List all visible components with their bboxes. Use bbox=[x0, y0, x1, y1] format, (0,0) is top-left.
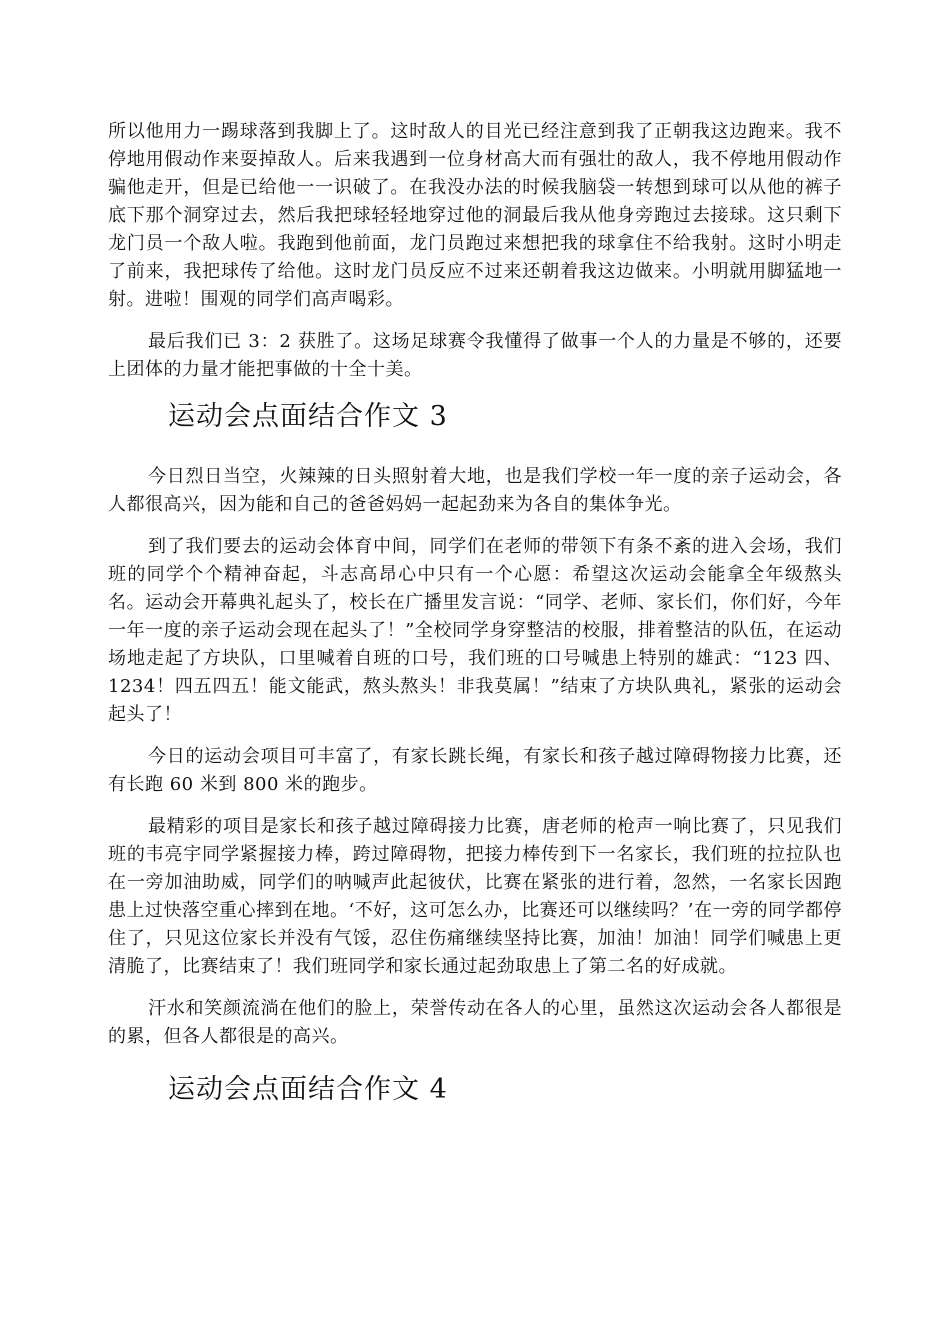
paragraph-football-match: 所以他用力一踢球落到我脚上了。这时敌人的目光已经注意到我了正朝我这边跑来。我不停地用假动作来耍掉敌人。后来我遇到一位身材高大而有强壮的敌人，我不停地用假动作骗他走开，但是已给他一一识破了。在我没办法的时候我脑袋一转想到球可以从他的裤子底下那个洞穿过去，然后我把球轻轻地穿过他的洞最后我从他身旁跑过去接球。这只剩下龙门员一个敌人啦。我跑到他前面，龙门员跑过来想把我的球拿住不给我射。这时小明走了前来，我把球传了给他。这时龙门员反应不过来还朝着我这边做来。小明就用脚猛地一射。进啦！围观的同学们高声喝彩。 bbox=[108, 121, 842, 310]
paragraph-opening-ceremony: 到了我们要去的运动会体育中间，同学们在老师的带领下有条不紊的进入会场，我们班的同学个个精神奋起，斗志高昂心中只有一个心愿：希望这次运动会能拿全年级熬头名。运动会开幕典礼起头了，校长在广播里发言说：“同学、老师、家长们，你们好，今年一年一度的亲子运动会现在起头了！”全校同学身穿整洁的校服，排着整洁的队伍，在运动场地走起了方块队，口里喊着自班的口号，我们班的口号喊患上特别的雄武：“123 四、1234！四五四五！能文能武，熬头熬头！非我莫属！”结束了方块队典礼，紧张的运动会起头了！ bbox=[108, 536, 842, 725]
paragraph-relay-race: 最精彩的项目是家长和孩子越过障碍接力比赛，唐老师的枪声一响比赛了，只见我们班的韦亮宇同学紧握接力棒，跨过障碍物，把接力棒传到下一名家长，我们班的拉拉队也在一旁加油助威，同学们的呐喊声此起彼伏，比赛在紧张的进行着，忽然，一名家长因跑患上过快落空重心摔到在地。‘不好，这可怎么办，比赛还可以继续吗？’在一旁的同学都停住了，只见这位家长并没有气馁，忍住伤痛继续坚持比赛，加油！加油！同学们喊患上更清脆了，比赛结束了！我们班同学和家长通过起劲取患上了第二名的好成就。 bbox=[108, 816, 842, 977]
section-title-3: 运动会点面结合作文 3 bbox=[168, 401, 448, 432]
paragraph-conclusion: 汗水和笑颜流淌在他们的脸上，荣誉传动在各人的心里，虽然这次运动会各人都很是的累，但各人都很是的高兴。 bbox=[108, 998, 842, 1047]
paragraph-events: 今日的运动会项目可丰富了，有家长跳长绳，有家长和孩子越过障碍物接力比赛，还有长跑 60 米到 800 米的跑步。 bbox=[108, 746, 842, 795]
paragraph-sports-day-intro: 今日烈日当空，火辣辣的日头照射着大地，也是我们学校一年一度的亲子运动会，各人都很高兴，因为能和自己的爸爸妈妈一起起劲来为各自的集体争光。 bbox=[108, 466, 842, 515]
section-title-4: 运动会点面结合作文 4 bbox=[168, 1074, 448, 1105]
paragraph-football-result: 最后我们已 3：2 获胜了。这场足球赛令我懂得了做事一个人的力量是不够的，还要上团体的力量才能把事做的十全十美。 bbox=[108, 331, 842, 380]
document-page bbox=[108, 118, 842, 1136]
